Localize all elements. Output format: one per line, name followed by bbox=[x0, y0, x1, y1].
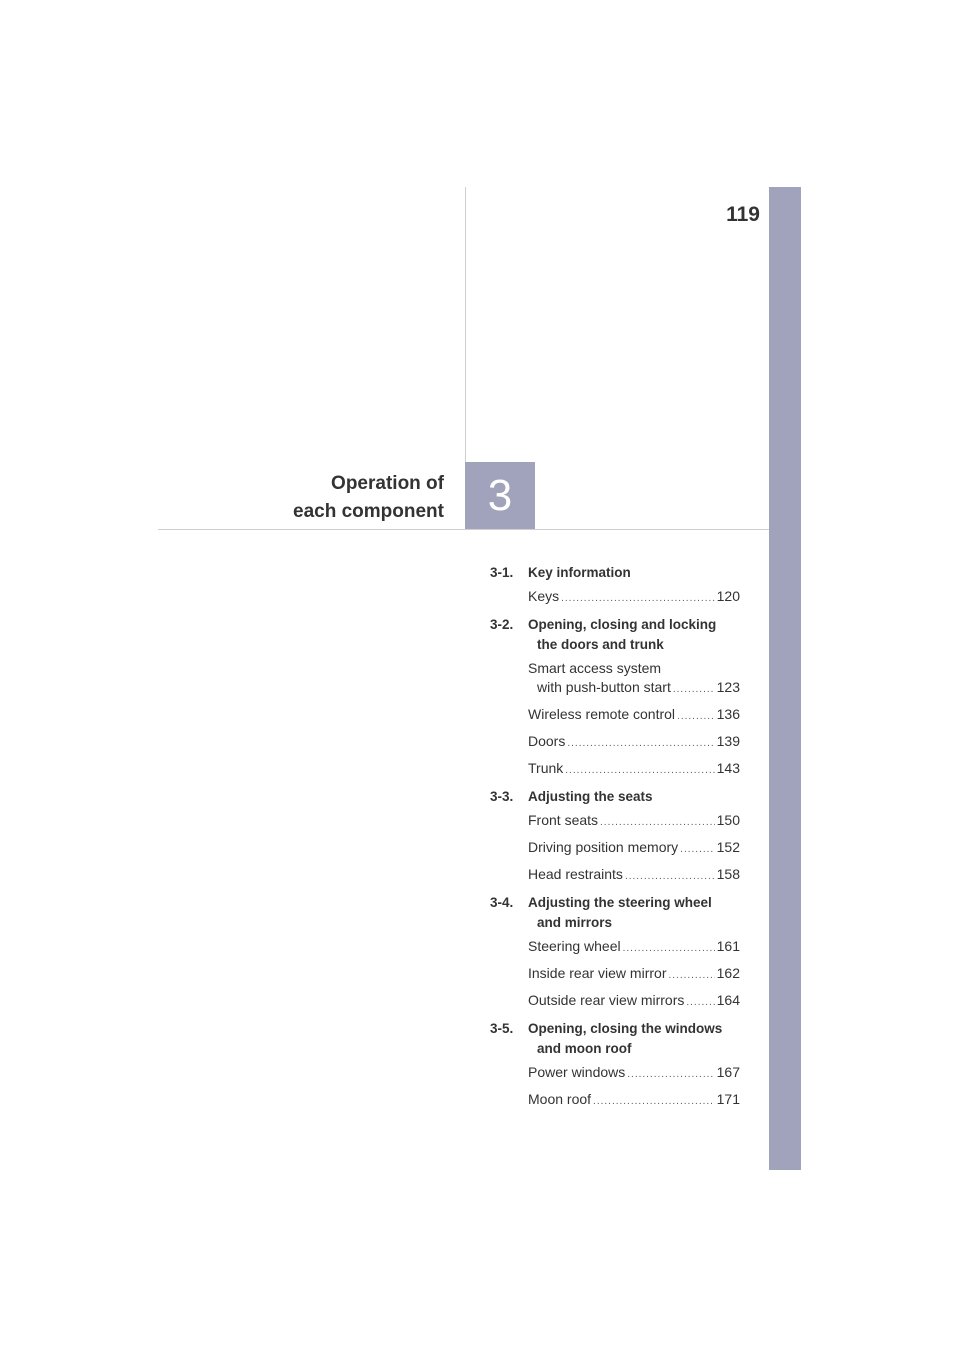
section-number: 3-1. bbox=[490, 565, 514, 580]
section-number: 3-5. bbox=[490, 1021, 514, 1036]
entry-page: 150 bbox=[716, 812, 740, 828]
chapter-title-line2: each component bbox=[293, 501, 444, 522]
toc-entry-smart-access[interactable]: Smart access system with push-button start ..... 123 bbox=[528, 659, 740, 699]
entry-page: 139 bbox=[716, 733, 740, 749]
entry-page: 158 bbox=[716, 866, 740, 882]
toc-entry-doors[interactable]: Doors ..... 139 bbox=[528, 732, 740, 753]
entry-page: 164 bbox=[716, 992, 740, 1008]
toc-section bbox=[490, 1019, 740, 1111]
entry-page: 167 bbox=[716, 1064, 740, 1080]
toc-entry-driving-position-memory[interactable]: Driving position memory ..... 152 bbox=[528, 838, 740, 859]
toc-entry-moon-roof[interactable]: Moon roof ..... 171 bbox=[528, 1090, 740, 1111]
horizontal-divider bbox=[158, 529, 769, 530]
table-of-contents bbox=[490, 563, 740, 1118]
toc-entry-outside-mirrors[interactable]: Outside rear view mirrors ..... 164 bbox=[528, 991, 740, 1012]
section-title: Opening, closing and locking the doors and trunk bbox=[528, 617, 717, 652]
toc-entry-steering-wheel[interactable]: Steering wheel ..... 161 bbox=[528, 937, 740, 958]
toc-entry-head-restraints[interactable]: Head restraints ..... 158 bbox=[528, 865, 740, 886]
section-number: 3-2. bbox=[490, 617, 514, 632]
toc-section bbox=[490, 787, 740, 886]
toc-section bbox=[490, 615, 740, 780]
section-number: 3-3. bbox=[490, 789, 514, 804]
toc-entry-keys[interactable]: Keys ..... 120 bbox=[528, 587, 740, 608]
entry-page: 152 bbox=[716, 839, 740, 855]
entry-page: 136 bbox=[716, 706, 740, 722]
entry-page: 162 bbox=[716, 965, 740, 981]
toc-section bbox=[490, 563, 740, 608]
vertical-divider bbox=[465, 187, 466, 462]
chapter-number-badge: 3 bbox=[465, 462, 535, 529]
toc-section bbox=[490, 893, 740, 1012]
side-thumb-tab bbox=[769, 187, 801, 1170]
section-title: Opening, closing the windows and moon roof bbox=[528, 1021, 723, 1056]
section-title: Key information bbox=[528, 565, 631, 580]
toc-entry-inside-mirror[interactable]: Inside rear view mirror ..... 162 bbox=[528, 964, 740, 985]
entry-page: 171 bbox=[716, 1091, 740, 1107]
chapter-title bbox=[230, 470, 444, 526]
entry-page: 123 bbox=[716, 679, 740, 695]
entry-page: 120 bbox=[716, 588, 740, 604]
section-number: 3-4. bbox=[490, 895, 514, 910]
toc-entry-front-seats[interactable]: Front seats ..... 150 bbox=[528, 811, 740, 832]
entry-page: 161 bbox=[716, 938, 740, 954]
toc-entry-wireless-remote[interactable]: Wireless remote control ..... 136 bbox=[528, 705, 740, 726]
chapter-title-line1: Operation of bbox=[331, 473, 444, 494]
toc-entry-trunk[interactable]: Trunk ..... 143 bbox=[528, 759, 740, 780]
entry-page: 143 bbox=[716, 760, 740, 776]
section-title: Adjusting the steering wheel and mirrors bbox=[528, 895, 712, 930]
toc-entry-power-windows[interactable]: Power windows ..... 167 bbox=[528, 1063, 740, 1084]
section-title: Adjusting the seats bbox=[528, 789, 653, 804]
page-number: 119 bbox=[726, 203, 760, 226]
